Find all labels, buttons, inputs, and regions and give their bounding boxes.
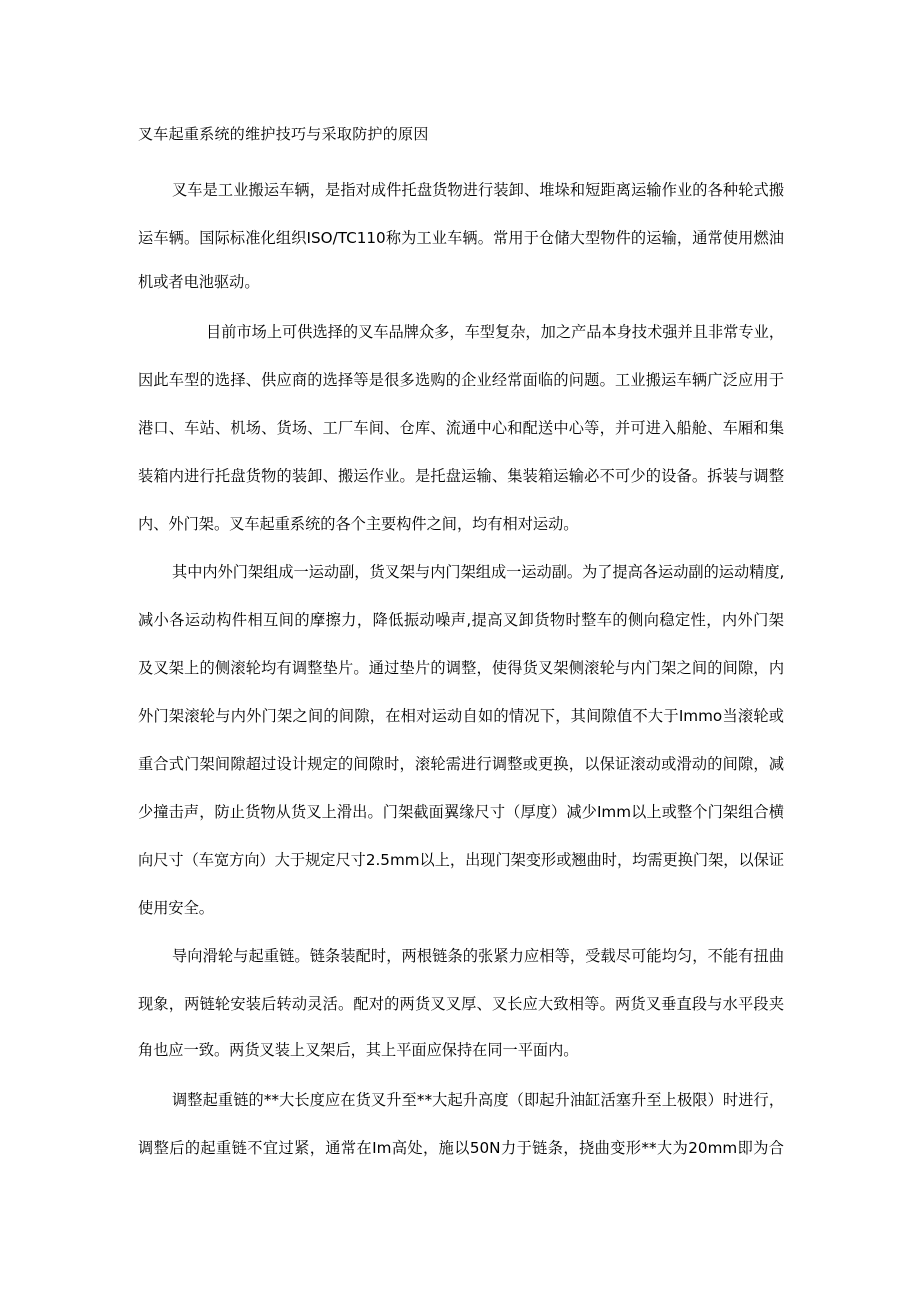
- paragraph-3-line-3: 及叉架上的侧滚轮均有调整垫片。通过垫片的调整，使得货叉架侧滚轮与内门架之间的间隙，内: [138, 659, 784, 677]
- paragraph-2-line-5: 内、外门架。叉车起重系统的各个主要构件之间，均有相对运动。: [138, 515, 579, 533]
- paragraph-3-line-1: 其中内外门架组成一运动副，货叉架与内门架组成一运动副。为了提高各运动副的运动精度,: [172, 563, 785, 581]
- paragraph-2-line-3: 港口、车站、机场、货场、工厂车间、仓库、流通中心和配送中心等，并可进入船舱、车厢和集: [138, 419, 784, 437]
- paragraph-2-line-2: 因此车型的选择、供应商的选择等是很多选购的企业经常面临的问题。工业搬运车辆广泛应用于: [138, 371, 784, 389]
- paragraph-3-line-4: 外门架滚轮与内外门架之间的间隙，在相对运动自如的情况下，其间隙值不大于Immo当滚轮或: [138, 707, 784, 725]
- paragraph-4-line-3: 角也应一致。两货叉装上叉架后，其上平面应保持在同一平面内。: [138, 1041, 579, 1059]
- paragraph-3-line-5: 重合式门架间隙超过设计规定的间隙时，滚轮需进行调整或更换，以保证滚动或滑动的间隙，减: [138, 755, 784, 773]
- paragraph-3-line-6: 少撞击声，防止货物从货叉上滑出。门架截面翼缘尺寸（厚度）减少Imm以上或整个门架组合横: [138, 803, 784, 821]
- paragraph-3-line-7: 向尺寸（车宽方向）大于规定尺寸2.5mm以上，出现门架变形或翘曲时，均需更换门架，以保证: [138, 851, 785, 869]
- paragraph-2-line-1: 目前市场上可供选择的叉车品牌众多，车型复杂，加之产品本身技术强并且非常专业，: [206, 323, 784, 341]
- paragraph-3-line-2: 减小各运动构件相互间的摩擦力，降低振动噪声,提高叉卸货物时整车的侧向稳定性，内外门架: [138, 611, 784, 629]
- paragraph-5-line-2: 调整后的起重链不宜过紧，通常在Im高处，施以50N力于链条，挠曲变形**大为20mm即为合: [138, 1139, 784, 1157]
- paragraph-2-line-4: 装箱内进行托盘货物的装卸、搬运作业。是托盘运输、集装箱运输必不可少的设备。拆装与调整: [138, 467, 784, 485]
- paragraph-4-line-1: 导向滑轮与起重链。链条装配时，两根链条的张紧力应相等，受载尽可能均匀，不能有扭曲: [172, 947, 784, 965]
- paragraph-5-line-1: 调整起重链的**大长度应在货叉升至**大起升高度（即起升油缸活塞升至上极限）时进行，: [172, 1091, 784, 1109]
- paragraph-1-line-3: 机或者电池驱动。: [138, 273, 260, 291]
- document-title: 叉车起重系统的维护技巧与采取防护的原因: [138, 125, 429, 143]
- paragraph-1-line-2: 运车辆。国际标准化组织ISO/TC110称为工业车辆。常用于仓储大型物件的运输，通常使用燃油: [138, 229, 784, 247]
- paragraph-1-line-1: 叉车是工业搬运车辆，是指对成件托盘货物进行装卸、堆垛和短距离运输作业的各种轮式搬: [172, 181, 784, 199]
- paragraph-3-line-8: 使用安全。: [138, 899, 214, 917]
- paragraph-4-line-2: 现象，两链轮安装后转动灵活。配对的两货叉叉厚、叉长应大致相等。两货叉垂直段与水平段夹: [138, 995, 784, 1013]
